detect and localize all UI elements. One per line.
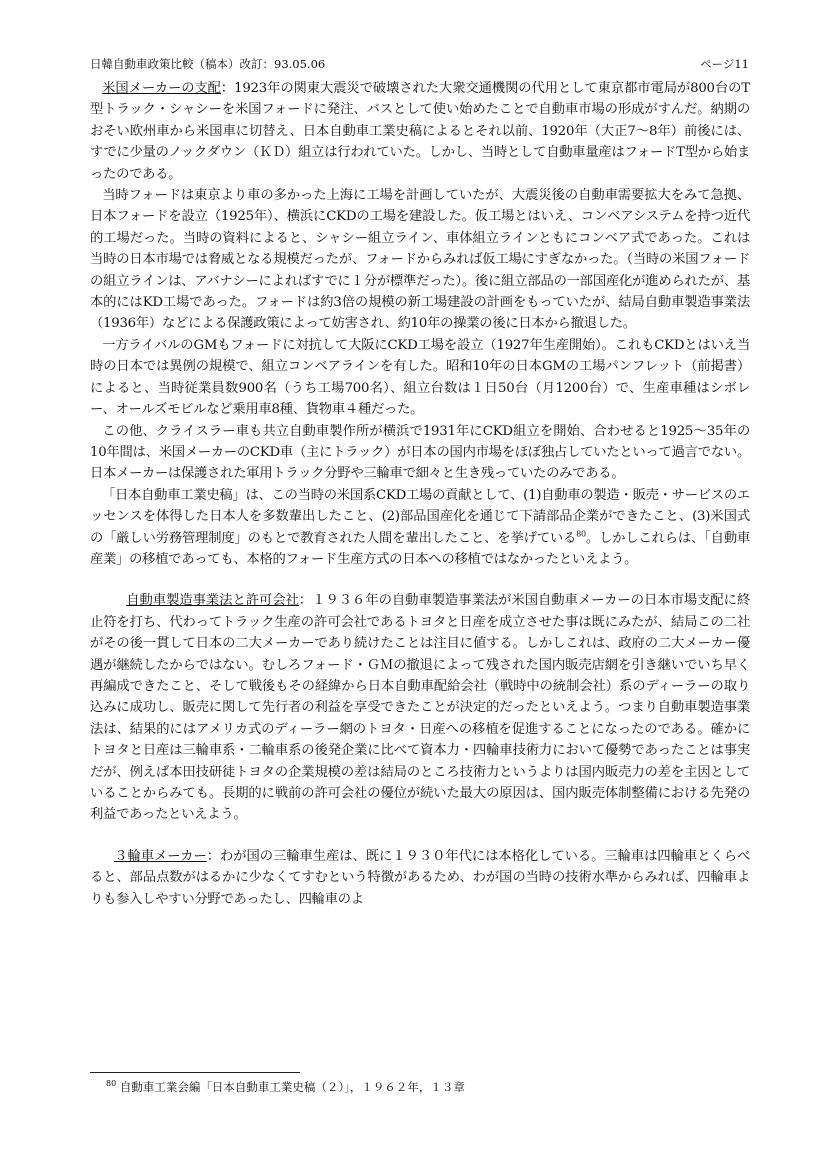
section-heading-us-makers: 米国メーカーの支配 bbox=[102, 81, 221, 96]
footnote-divider bbox=[90, 1072, 300, 1073]
page-header bbox=[90, 54, 749, 74]
footnote-reference[interactable]: 80 bbox=[576, 529, 586, 539]
header-page-number: ページ11 bbox=[700, 57, 749, 71]
paragraph-gm-japan: 一方ライバルのGMもフォードに対抗して大阪にCKD工場を設立（1927年生産開始）。これもCKDとはいえ当時の日本では異例の規模で、組立コンベアラインを有した。昭和10年の日本GMの工場パンフレット（前掲書）によると、当時従業員数900名（うち工場700名）、組立台数は１日50台（月1200台）で、生産車種はシボレー、オールズモビルなど乗用車8種、貨物車４種だった。 bbox=[90, 337, 750, 418]
section-heading-licensed-companies: 自動車製造事業法と許可会社 bbox=[126, 593, 299, 609]
document-body bbox=[90, 78, 750, 910]
footnote bbox=[106, 1079, 465, 1095]
paragraph-licensed-companies: 自動車製造事業法と許可会社：１９３６年の自動車製造事業法が米国自動車メーカーの日本市場支配に終止符を打ち、代わってトラック生産の許可会社であるトヨタと日産を成立させた事は既にみたが、結局この二社がその後一貫して日本の二大メーカーであり続けたことは注目に値する。しかしこれは、政府の二大メーカー優遇が継続したからではない。むしろフォード・ＧＭの撤退によって残された国内販売店網を引き継いでいち早く再編成できたこと、そして戦後もその経緯から日本自動車配給会社（戦時中の統制会社）系のディーラーの取り込みに成功し、販売に関して先行者の利益を享受できたことが決定的だったといえよう。つまり自動車製造事業法は、結果的にはアメリカ式のディーラー網のトヨタ・日産への移植を促進することになったのである。確かにトヨタと日産は三輪車系・二輪車系の後発企業に比べて資本力・四輪車技術力において優勢であったことは事実だが、例えば本田技研徒トヨタの企業規模の差は結局のところ技術力というよりは国内販売力の差を主因としていることからみても。長期的に戦前の許可会社の優位が続いた最大の原因は、国内販売体制整備における先発の利益であったといえよう。 bbox=[90, 593, 751, 823]
paragraph-ford-japan: 当時フォードは東京より車の多かった上海に工場を計画していたが、大震災後の自動車需要拡大をみて急拠、日本フォードを設立（1925年）、横浜にCKDの工場を建設した。仮工場とはいえ、コンベアシステムを持つ近代的工場だった。当時の資料によると、シャシー組立ライン、車体組立ラインともにコンベア式であった。これは当時の日本市場では脅威となる規模だったが、フォードからみれば仮工場にすぎなかった。（当時の米国フォードの組立ラインは、アバナシーによればすでに１分が標準だった）。後に組立部品の一部国産化が進められたが、基本的にはKD工場であった。フォードは約3倍の規模の新工場建設の計画をもっていたが、結局自動車製造事業法（1936年）などによる保護政策によって妨害され、約10年の操業の後に日本から撤退した。 bbox=[90, 188, 750, 332]
paragraph-contributions: 「日本自動車工業史稿」は、この当時の米国系CKD工場の貢献として、(1)自動車の製造・販売・サービスのエッセンスを体得した日本人を多数輩出したこと、(2)部品国産化を通じて下請部品企業ができたこと、(3)米国式の「厳しい労務管理制度」のもとで教育された人間を輩出したこと、を挙げている$^{80}$。しかしこれらは、「自動車産業」の移植であっても、本格的フォード生産方式の日本への移植ではなかったといえよう。 bbox=[90, 487, 751, 567]
paragraph-us-makers-intro: 米国メーカーの支配：1923年の関東大震災で破壊された大衆交通機関の代用として東京都市電局が800台のT型トラック・シャシーを米国フォードに発注、バスとして使い始めたことで自動車市場の形成がすんだ。納期のおそい欧州車から米国車に切替え、日本自動車工業史稿によるとそれ以前、1920年（大正7～8年）前後には、すでに少量のノックダウン（ＫＤ）組立は行われていた。しかし、当時として自動車量産はフォードT型から始まったのである。 bbox=[90, 81, 751, 182]
footnote-mark: 80 bbox=[106, 1079, 117, 1089]
paragraph-chrysler: この他、クライスラー車も共立自動車製作所が横浜で1931年にCKD組立を開始、合わせると1925～35年の10年間は、米国メーカーのCKD車（主にトラック）が日本の国内市場をほぼ独占していたといって過言でない。日本メーカーは保護された軍用トラック分野や三輪車で細々と生き残っていたのみである。 bbox=[90, 423, 750, 482]
footnote-text: 自動車工業会編「日本自動車工業史稿（２）」，１９６２年，１３章 bbox=[119, 1080, 465, 1094]
header-document-title: 日韓自動車政策比較（稿本）改訂：93.05.06 bbox=[90, 57, 326, 71]
paragraph-three-wheelers: ３輪車メーカー：わが国の三輪車生産は、既に１９３０年代には本格化している。三輪車は四輪車とくらべると、部品点数がはるかに少なくてすむという特徴があるため、わが国の当時の技術水準からみれば、四輪車よりも参入しやすい分野であったし、四輪車のよ bbox=[90, 848, 751, 907]
section-heading-three-wheelers: ３輪車メーカー bbox=[114, 848, 207, 864]
